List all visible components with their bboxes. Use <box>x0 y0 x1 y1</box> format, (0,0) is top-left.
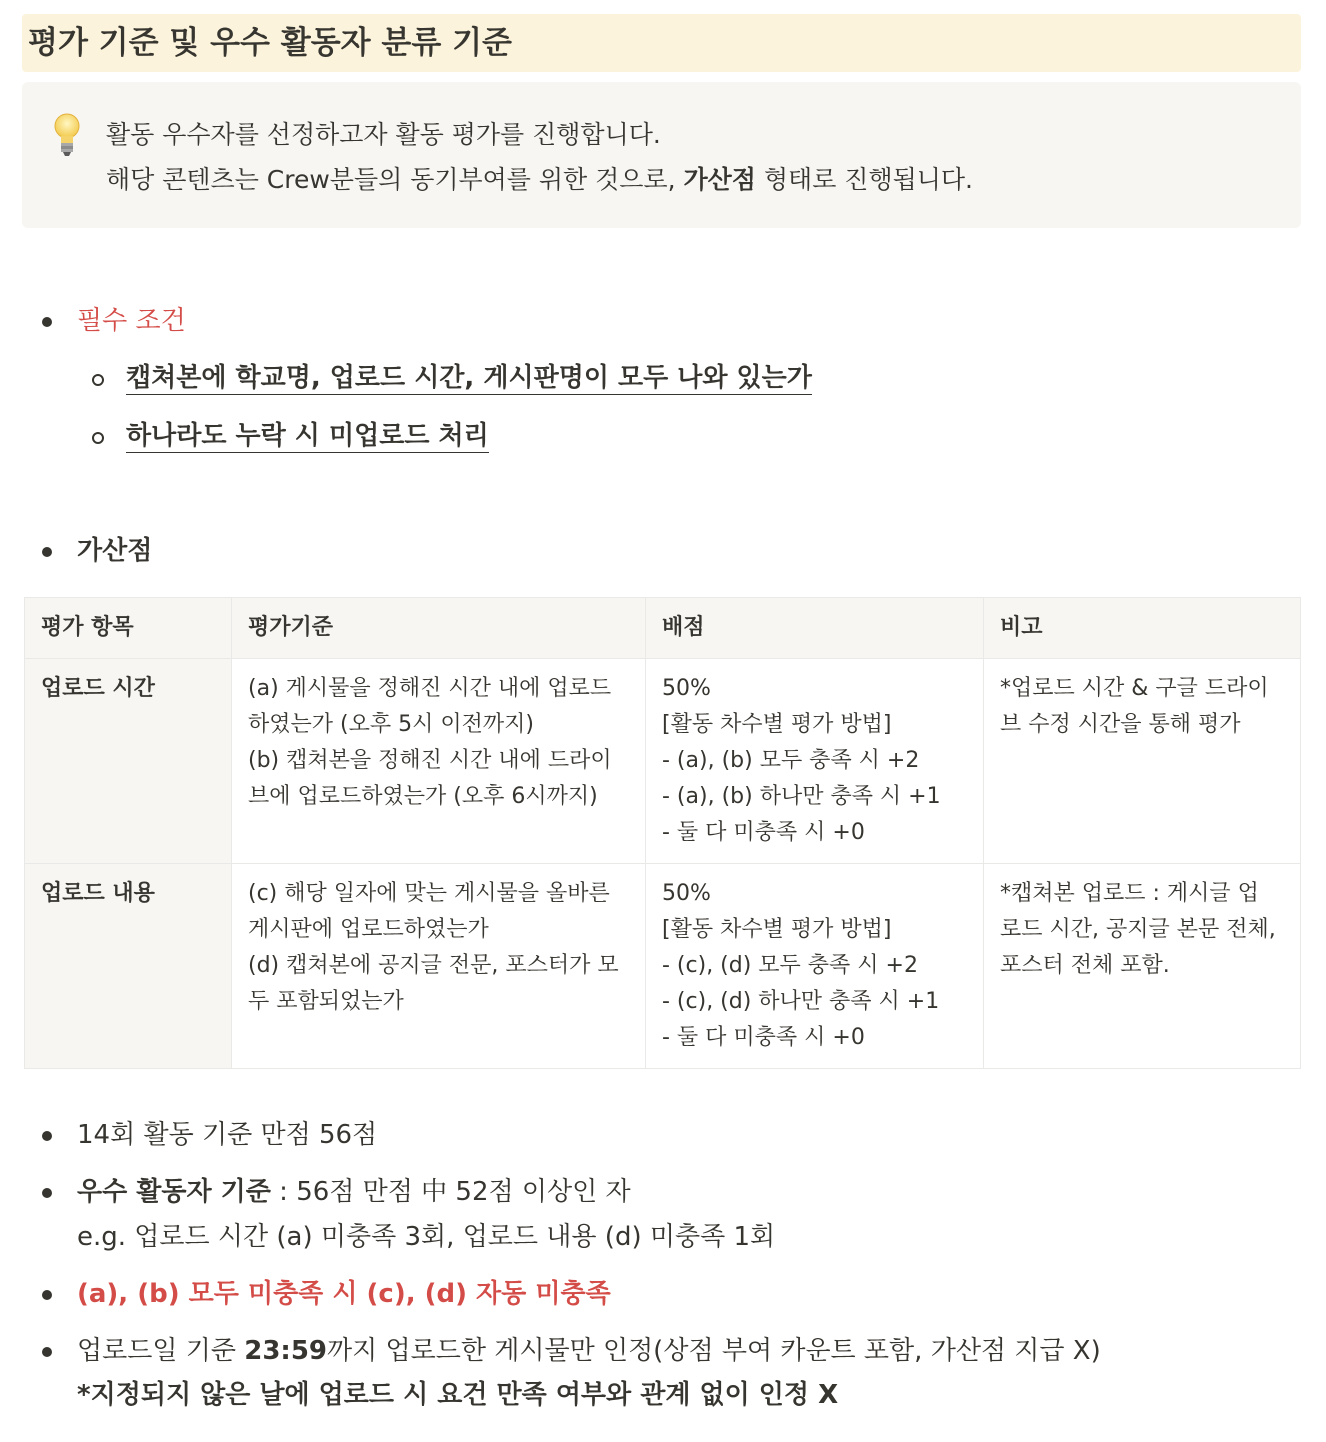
criteria-cell <box>232 864 646 1069</box>
cell-line: 게시판에 업로드하였는가 <box>248 917 489 942</box>
row-header: 업로드 내용 <box>25 864 232 1069</box>
cell-line: - (a), (b) 모두 충족 시 +2 <box>662 748 920 773</box>
page-title: 평가 기준 및 우수 활동자 분류 기준 <box>22 14 1301 72</box>
cell-line: (b) 캡쳐본을 정해진 시간 내에 드라이 <box>248 748 612 773</box>
note-cell <box>984 864 1301 1069</box>
unscheduled-upload-rule: *지정되지 않은 날에 업로드 시 요건 만족 여부와 관계 없이 인정 X <box>77 1380 839 1410</box>
callout-line-2-bold: 가산점 <box>683 165 756 194</box>
cell-line: *업로드 시간 & 구글 드라이 <box>1000 676 1269 701</box>
cell-line: *캡쳐본 업로드 : 게시글 업 <box>1000 881 1259 906</box>
cell-line: - (c), (d) 하나만 충족 시 +1 <box>662 989 940 1014</box>
table-row <box>25 864 1301 1069</box>
cell-line: [활동 차수별 평가 방법] <box>662 712 892 737</box>
required-item-2-text: 하나라도 누락 시 미업로드 처리 <box>126 421 489 451</box>
score-cell <box>646 659 984 864</box>
callout-line-1: 활동 우수자를 선정하고자 활동 평가를 진행합니다. <box>106 120 661 149</box>
required-item-1 <box>126 361 812 395</box>
auto-fail-rule: (a), (b) 모두 미충족 시 (c), (d) 자동 미충족 <box>77 1279 611 1309</box>
cell-line: - (c), (d) 모두 충족 시 +2 <box>662 953 918 978</box>
deadline-time: 23:59 <box>244 1336 327 1366</box>
cell-line: [활동 차수별 평가 방법] <box>662 917 892 942</box>
excellent-criteria-label: 우수 활동자 기준 <box>77 1177 271 1207</box>
bullet-dot <box>42 317 52 327</box>
callout-line-2-suffix: 형태로 진행됩니다. <box>755 165 973 194</box>
required-item-1-text: 캡쳐본에 학교명, 업로드 시간, 게시판명이 모두 나와 있는가 <box>126 363 812 393</box>
excellent-example: e.g. 업로드 시간 (a) 미충족 3회, 업로드 내용 (d) 미충족 1회 <box>77 1222 776 1252</box>
table-header: 평가 항목 <box>25 598 232 659</box>
excellent-criteria-text: : 56점 만점 中 52점 이상인 자 <box>270 1177 631 1207</box>
cell-line: 50% <box>662 881 711 906</box>
deadline-suffix: 까지 업로드한 게시물만 인정(상점 부여 카운트 포함, 가산점 지급 X) <box>327 1336 1101 1366</box>
cell-line: 브 수정 시간을 통해 평가 <box>1000 712 1241 737</box>
row-header: 업로드 시간 <box>25 659 232 864</box>
bullet-dot <box>42 1188 52 1198</box>
cell-line: (a) 게시물을 정해진 시간 내에 업로드 <box>248 676 612 701</box>
table-row <box>25 659 1301 864</box>
info-callout <box>22 82 1301 228</box>
cell-line: 50% <box>662 676 711 701</box>
cell-line: 포스터 전체 포함. <box>1000 953 1170 978</box>
cell-line: - 둘 다 미충족 시 +0 <box>662 1025 865 1050</box>
deadline-prefix: 업로드일 기준 <box>77 1336 245 1366</box>
table-header: 비고 <box>984 598 1301 659</box>
table-header: 배점 <box>646 598 984 659</box>
bullet-dot <box>42 1290 52 1300</box>
criteria-cell <box>232 659 646 864</box>
bonus-label: 가산점 <box>77 536 153 566</box>
callout-line-2-prefix: 해당 콘텐츠는 Crew분들의 동기부여를 위한 것으로, <box>106 165 684 194</box>
table-header-row <box>25 598 1301 659</box>
table-header: 평가기준 <box>232 598 646 659</box>
cell-line: - (a), (b) 하나만 충족 시 +1 <box>662 784 941 809</box>
cell-line: (c) 해당 일자에 맞는 게시물을 올바른 <box>248 881 610 906</box>
score-cell <box>646 864 984 1069</box>
callout-text <box>106 112 973 202</box>
cell-line: - 둘 다 미충족 시 +0 <box>662 820 865 845</box>
sub-bullet-dot <box>92 374 104 386</box>
callout-line-2 <box>106 157 973 202</box>
cell-line: 로드 시간, 공지글 본문 전체, <box>1000 917 1276 942</box>
score-table <box>24 597 1301 1069</box>
bullet-dot <box>42 547 52 557</box>
bullet-dot <box>42 1347 52 1357</box>
cell-line: 하였는가 (오후 5시 이전까지) <box>248 712 534 737</box>
lightbulb-icon <box>52 112 82 156</box>
required-item-2 <box>126 419 489 453</box>
required-label: 필수 조건 <box>77 306 186 336</box>
full-score-note: 14회 활동 기준 만점 56점 <box>77 1120 378 1150</box>
cell-line: 두 포함되었는가 <box>248 989 404 1014</box>
cell-line: (d) 캡쳐본에 공지글 전문, 포스터가 모 <box>248 953 619 978</box>
note-cell <box>984 659 1301 864</box>
sub-bullet-dot <box>92 432 104 444</box>
excellent-criteria <box>77 1175 631 1209</box>
upload-deadline-rule <box>77 1334 1101 1368</box>
bullet-dot <box>42 1131 52 1141</box>
cell-line: 브에 업로드하였는가 (오후 6시까지) <box>248 784 598 809</box>
